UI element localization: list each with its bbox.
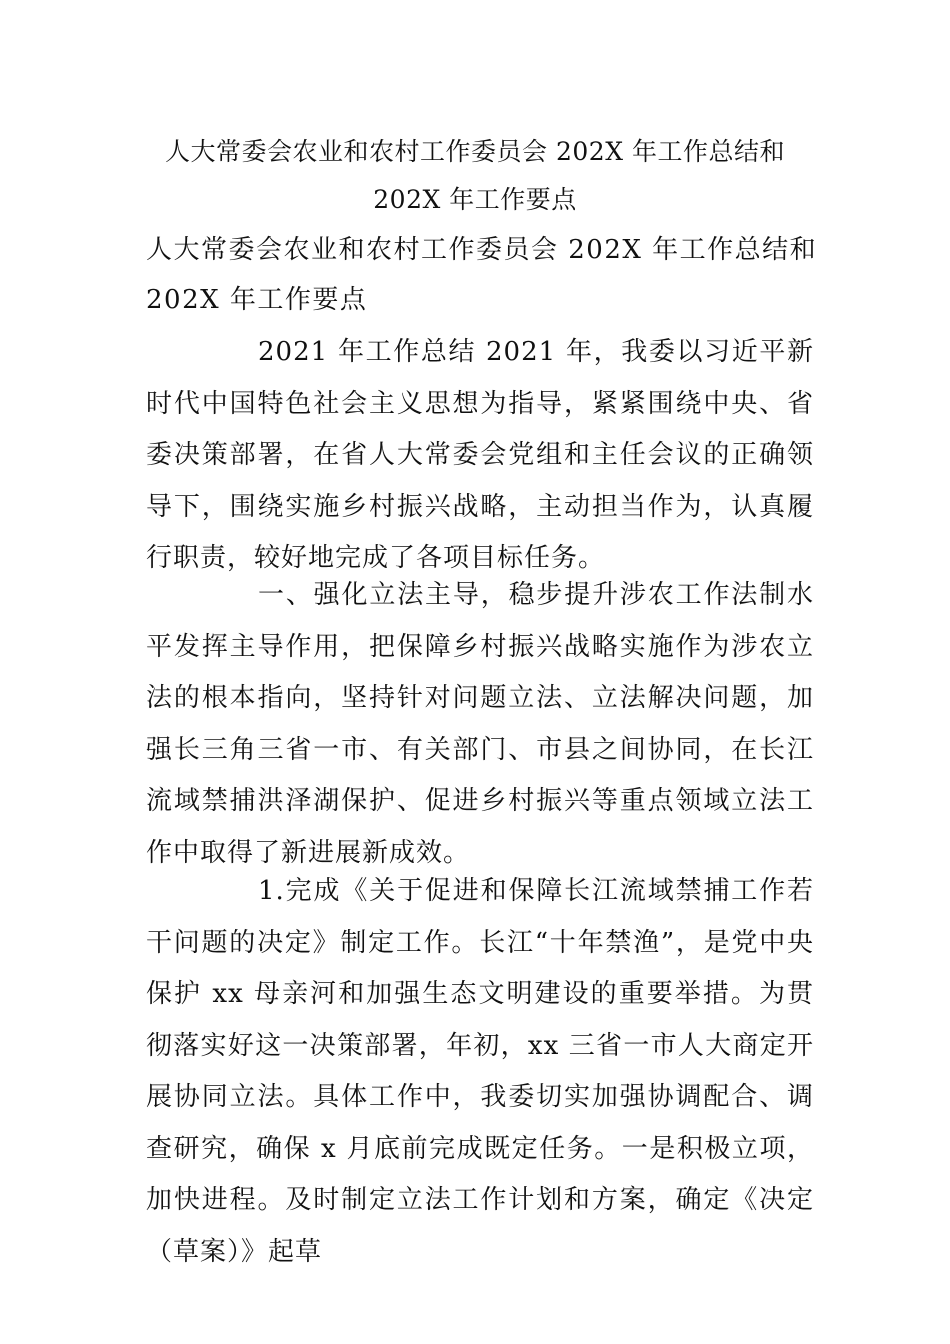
body-paragraph: 一、强化立法主导，稳步提升涉农工作法制水平发挥主导作用，把保障乡村振兴战略实施作为涉农立法的根本指向，坚持针对问题立法、立法解决问题，加强长三角三省一市、有关部门、市县之间协同，在长江流域禁捕洪泽湖保护、促进乡村振兴等重点领域立法工作中取得了新进展新成效。 xyxy=(146,580,814,868)
body-paragraph-3-block xyxy=(146,866,814,1278)
body-paragraph-1-block xyxy=(146,327,814,585)
body-paragraph: 1.完成《关于促进和保障长江流域禁捕工作若干问题的决定》制定工作。长江“十年禁渔”，是党中央保护 xx 母亲河和加强生态文明建设的重要举措。为贯彻落实好这一决策部署，年初，xx 三省一市人大商定开展协同立法。具体工作中，我委切实加强协调配合、调查研究，确保 x 月底前完成既定任务。一是积极立项，加快进程。及时制定立法工作计划和方案，确定《决定（草案）》起草 xyxy=(146,876,814,1267)
document-subtitle-line-1: 人大常委会农业和农村工作委员会 202X 年工作总结和 xyxy=(146,235,818,265)
body-paragraph: 2021 年工作总结 2021 年，我委以习近平新时代中国特色社会主义思想为指导，紧紧围绕中央、省委决策部署，在省人大常委会党组和主任会议的正确领导下，围绕实施乡村振兴战略，主动担当作为，认真履行职责，较好地完成了各项目标任务。 xyxy=(146,337,814,573)
body-paragraph-2-block xyxy=(146,570,814,879)
document-title-line-2: 202X 年工作要点 xyxy=(373,185,577,214)
document-title-line-1: 人大常委会农业和农村工作委员会 202X 年工作总结和 xyxy=(165,137,785,166)
document-subtitle-line-2: 202X 年工作要点 xyxy=(146,285,368,315)
